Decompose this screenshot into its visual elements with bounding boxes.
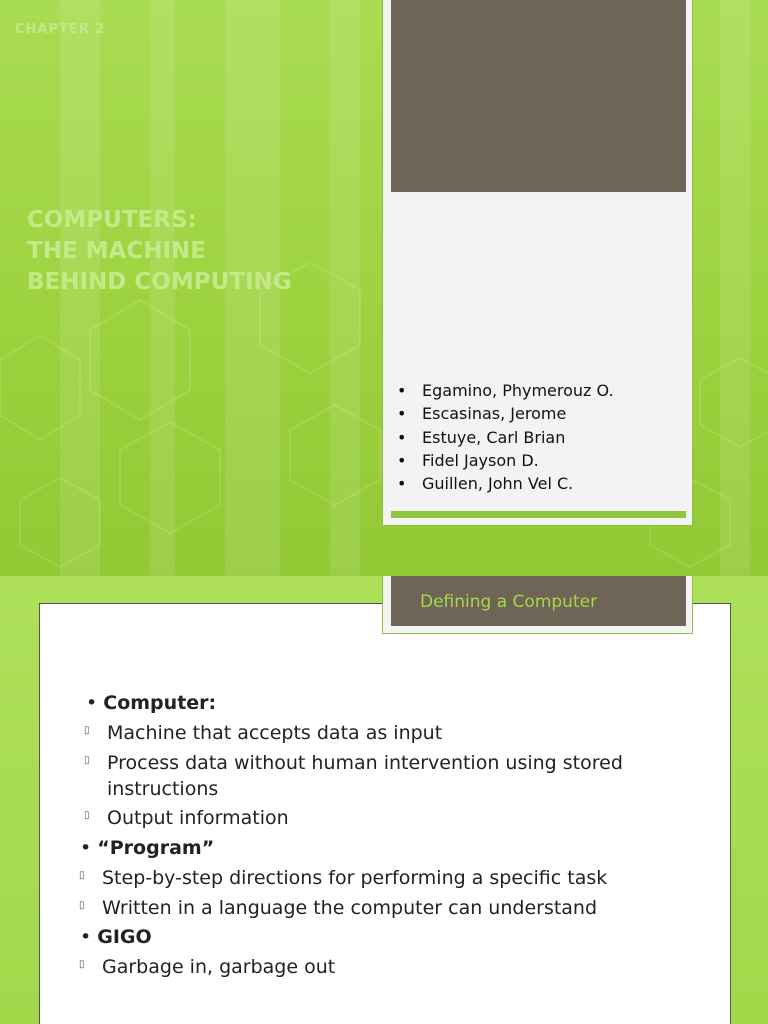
sub-bullet-icon: ▯ — [84, 755, 90, 766]
bullet-icon: • — [397, 474, 407, 494]
bullet-icon: • — [397, 381, 407, 400]
bullet-gigo — [80, 924, 152, 950]
sub-point: Garbage in, garbage out — [102, 956, 336, 978]
bullet-icon: • — [86, 692, 98, 714]
sub-point: Written in a language the computer can understand — [102, 897, 598, 919]
title-line: THE MACHINE — [27, 238, 206, 264]
slide-title — [27, 205, 367, 298]
content-box — [39, 603, 731, 1024]
sub-point: Machine that accepts data as input — [107, 722, 443, 744]
author-name: Guillen, John Vel C. — [422, 474, 574, 494]
author-name: Escasinas, Jerome — [422, 404, 567, 424]
bullet-icon: • — [80, 926, 92, 948]
sub-bullet-icon: ▯ — [79, 870, 85, 881]
sub-point-continued: instructions — [107, 778, 219, 800]
sub-bullet-icon: ▯ — [79, 959, 85, 970]
sub-bullet-icon: ▯ — [84, 810, 90, 821]
sub-bullet-icon: ▯ — [79, 900, 85, 911]
author-item — [396, 402, 614, 425]
author-name: Estuye, Carl Brian — [422, 427, 566, 447]
bullet-computer — [86, 690, 216, 716]
chapter-label: CHAPTER 2 — [15, 22, 106, 37]
term-label: Computer: — [103, 692, 217, 714]
author-name: Egamino, Phymerouz O. — [422, 381, 614, 400]
term-label: “Program” — [97, 837, 215, 859]
bullet-program — [80, 835, 214, 861]
slide-heading: Defining a Computer — [420, 592, 598, 612]
title-line: COMPUTERS: — [27, 207, 197, 233]
term-label: GIGO — [97, 926, 152, 948]
title-line: BEHIND COMPUTING — [27, 269, 292, 295]
bullet-icon: • — [397, 404, 407, 424]
accent-bar — [391, 511, 686, 518]
author-item — [396, 449, 614, 472]
bullet-icon: • — [397, 450, 407, 470]
sub-point: Step-by-step directions for performing a specific task — [102, 867, 608, 889]
sub-point: Process data without human intervention using stored — [107, 752, 623, 774]
photo-placeholder — [391, 0, 686, 192]
sub-point: Output information — [107, 807, 289, 829]
slide-header-tab — [382, 576, 693, 634]
author-list — [396, 379, 614, 495]
author-name: Fidel Jayson D. — [422, 450, 539, 470]
bullet-icon: • — [397, 427, 407, 447]
authors-panel — [382, 0, 693, 526]
bullet-icon: • — [80, 837, 92, 859]
header-background — [391, 576, 686, 626]
author-item — [396, 426, 614, 449]
content-slide — [0, 576, 768, 1024]
author-item — [396, 379, 614, 402]
author-item — [396, 472, 614, 495]
sub-bullet-icon: ▯ — [84, 725, 90, 736]
